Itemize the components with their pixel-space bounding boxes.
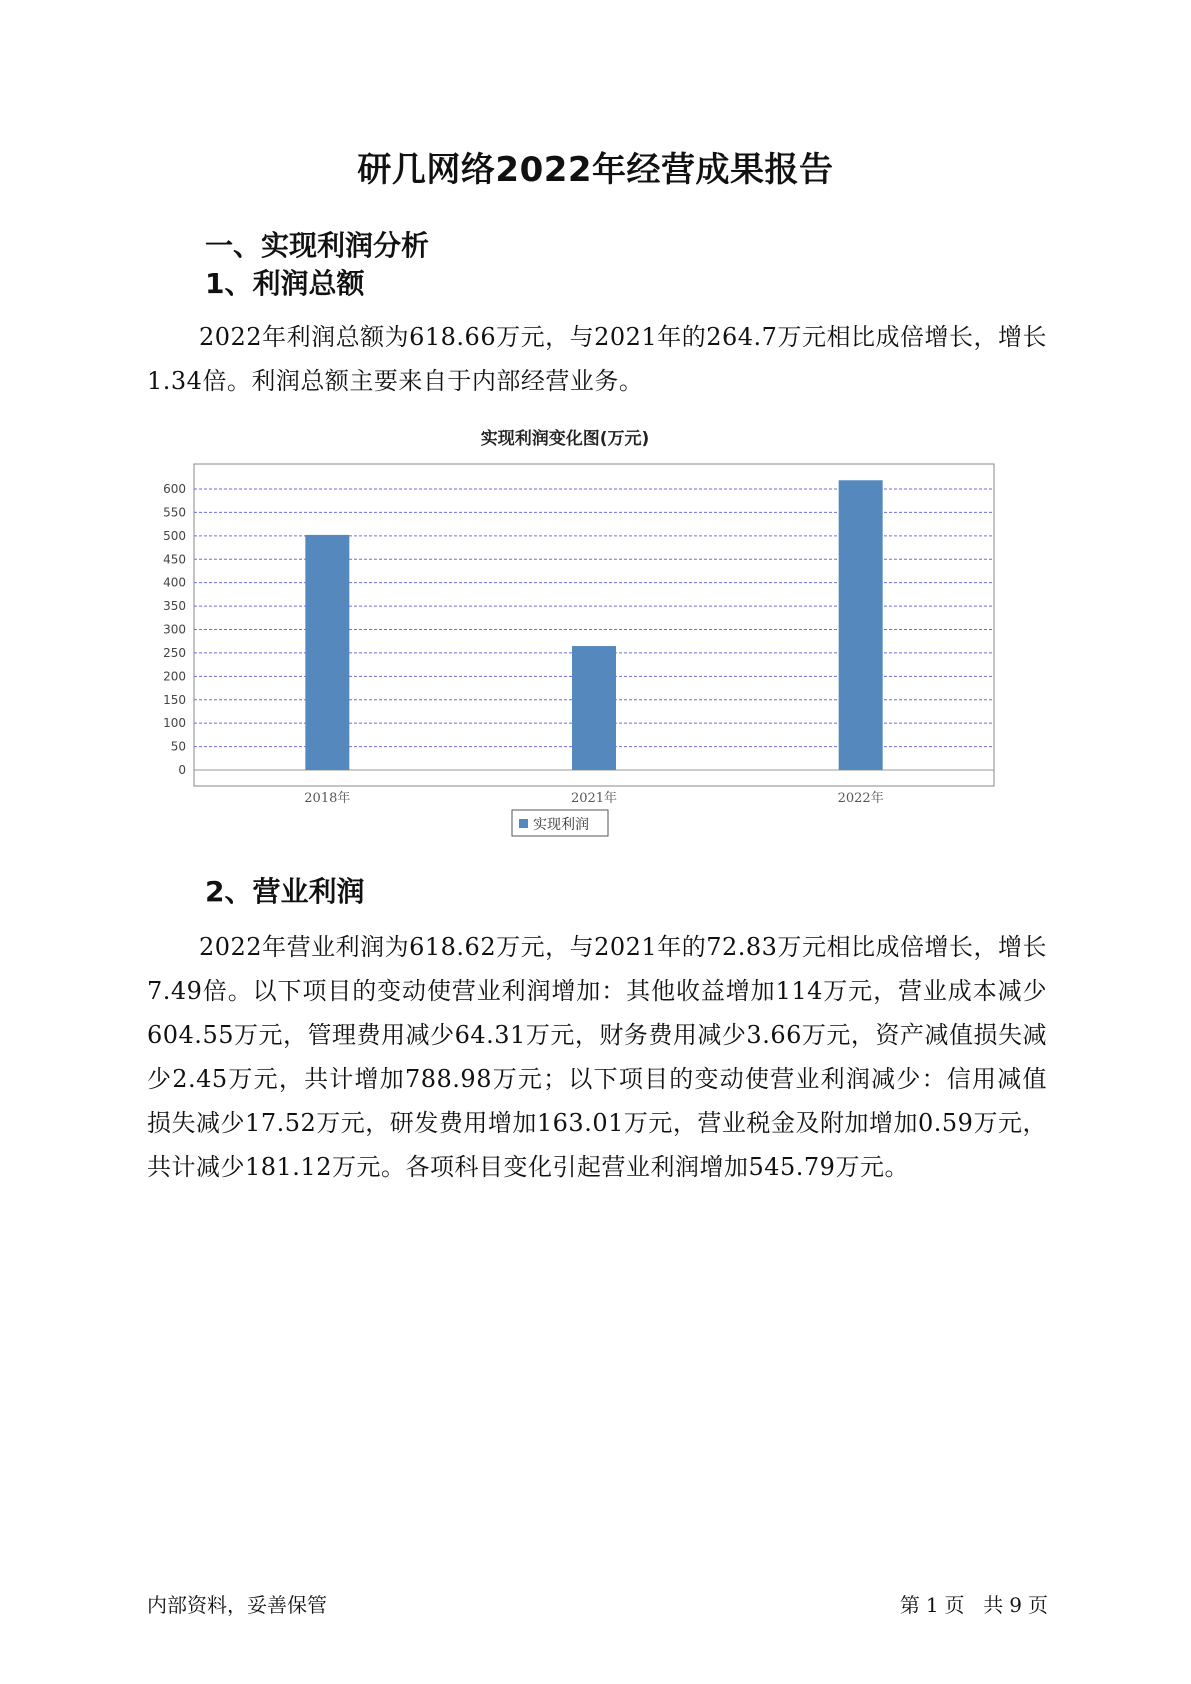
profit-bar-chart — [160, 420, 1030, 910]
y-tick-label: 550 — [163, 505, 186, 520]
y-tick-label: 500 — [163, 528, 186, 543]
chart-svg — [160, 420, 1030, 910]
y-tick-label: 100 — [163, 716, 186, 731]
y-tick-labels — [163, 482, 186, 777]
y-tick-label: 400 — [163, 575, 186, 590]
x-tick-labels — [304, 790, 883, 806]
legend-label: 实现利润 — [533, 817, 589, 833]
y-tick-label: 300 — [163, 622, 186, 637]
y-tick-label: 600 — [163, 482, 186, 496]
y-tick-label: 200 — [163, 669, 186, 684]
document-title: 研几网络2022年经营成果报告 — [357, 150, 834, 190]
bar — [305, 535, 349, 770]
y-tick-label: 0 — [178, 763, 186, 777]
total-num: 9 — [1009, 1593, 1022, 1617]
y-tick-label: 150 — [163, 692, 186, 707]
x-tick-label: 2021年 — [570, 791, 618, 806]
paragraph-total-profit: 2022年利润总额为618.66万元，与2021年的264.7万元相比成倍增长，增长1.34倍。利润总额主要来自于内部经营业务。 — [147, 323, 1047, 395]
bar — [572, 646, 616, 770]
y-tick-label: 50 — [170, 739, 186, 754]
bar — [839, 480, 883, 770]
x-tick-label: 2022年 — [837, 791, 884, 806]
paragraph-operating-profit: 2022年营业利润为618.62万元，与2021年的72.83万元相比成倍增长，增长7.49倍。以下项目的变动使营业利润增加：其他收益增加114万元，营业成本减少604.55万元，管理费用减少64.31万元，财务费用减少3.66万元，资产减值损失减少2.45万元，共计增加788.98万元；以下项目的变动使营业利润减少：信用减值损失减少17.52万元，研发费用增加163.01万元，营业税金及附加增加0.59万元，共计减少181.12万元。各项科目变化引起营业利润增加545.79万元。 — [147, 933, 1047, 1181]
y-tick-label: 450 — [163, 552, 186, 567]
x-tick-label: 2018年 — [304, 791, 351, 806]
chart-title: 实现利润变化图(万元) — [480, 429, 650, 449]
y-tick-label: 350 — [163, 599, 186, 614]
footer-page-number — [897, 1589, 1051, 1618]
total-prefix: 共 — [983, 1593, 1004, 1617]
chart-legend — [512, 810, 608, 836]
page-mid: 页 — [944, 1593, 965, 1617]
y-tick-label: 250 — [163, 645, 186, 660]
footer-confidential-note: 内部资料，妥善保管 — [147, 1593, 327, 1617]
subheading-total-profit: 1、利润总额 — [205, 267, 365, 300]
total-suffix: 页 — [1028, 1593, 1048, 1617]
page-prefix: 第 — [899, 1593, 920, 1617]
page-num: 1 — [925, 1593, 939, 1617]
legend-swatch — [519, 819, 528, 828]
subheading-operating-profit: 2、营业利润 — [205, 875, 365, 908]
section-heading-profit-analysis: 一、实现利润分析 — [205, 229, 430, 262]
